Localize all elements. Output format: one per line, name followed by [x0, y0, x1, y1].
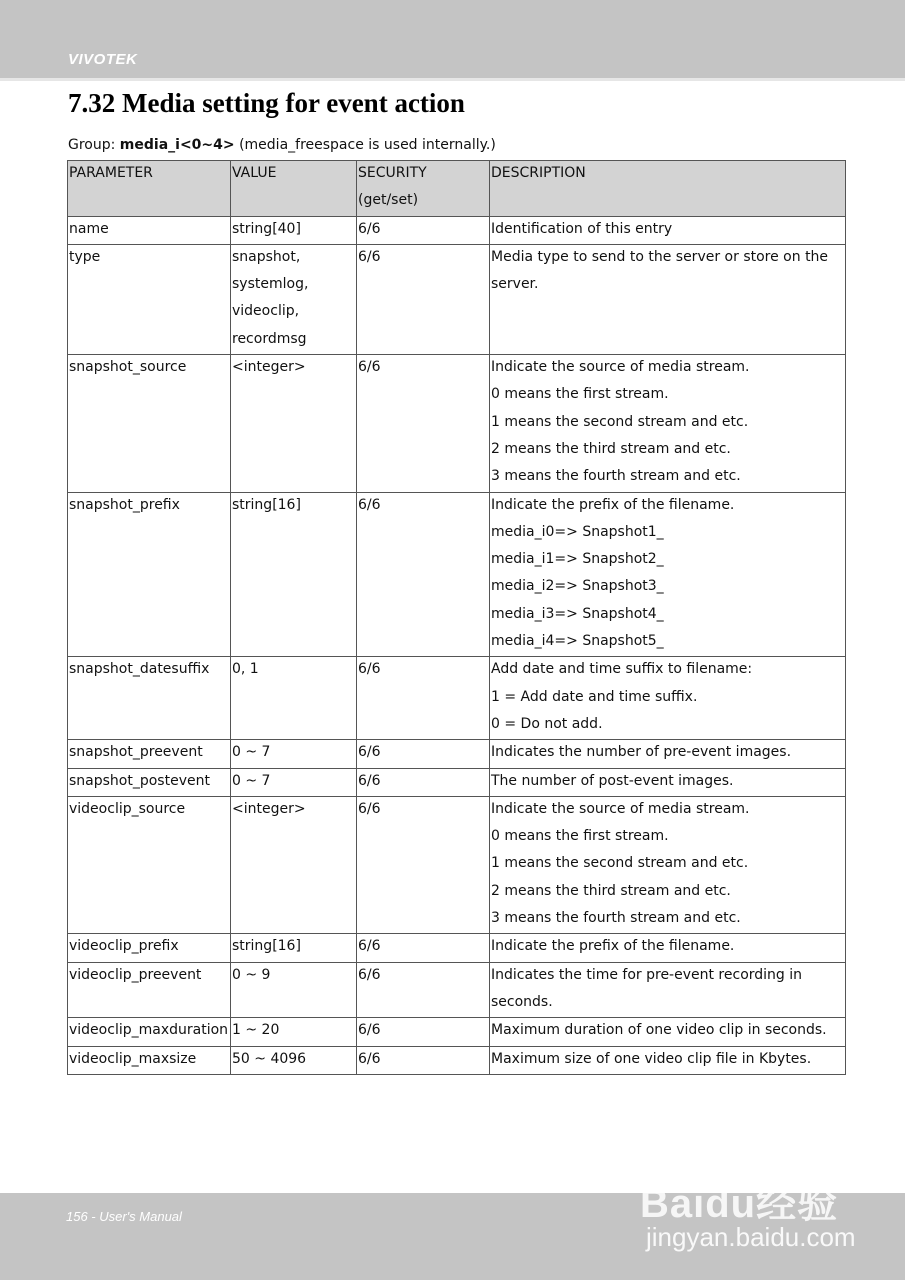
header-description: DESCRIPTION: [490, 161, 846, 217]
value-cell: [231, 492, 357, 657]
value-cell: [231, 355, 357, 492]
value-cell-line: 50 ~ 4096: [232, 1050, 307, 1067]
description-cell-line: Indicate the source of media stream.: [491, 800, 750, 817]
description-cell-line: 0 means the first stream.: [491, 386, 669, 403]
value-cell-line: 0 ~ 7: [232, 772, 271, 789]
parameter-cell: [68, 1046, 231, 1074]
value-cell: [231, 216, 357, 244]
security-cell-text: 6/6: [358, 661, 381, 678]
description-cell: [490, 492, 846, 657]
group-line: [68, 137, 496, 153]
table-row: [68, 657, 846, 740]
security-cell: [357, 768, 490, 796]
group-name: media_i<0~4>: [119, 137, 235, 153]
value-cell-line: 0 ~ 7: [232, 744, 271, 761]
table-row: [68, 796, 846, 933]
value-cell: [231, 657, 357, 740]
header-value: VALUE: [231, 161, 357, 217]
value-cell: [231, 934, 357, 962]
security-cell-text: 6/6: [358, 1022, 381, 1039]
value-cell-line: string[40]: [232, 220, 301, 237]
section-title: 7.32 Media setting for event action: [68, 88, 465, 118]
parameter-cell-text: snapshot_preevent: [69, 744, 203, 761]
parameter-cell: [68, 216, 231, 244]
description-cell-line: 3 means the fourth stream and etc.: [491, 910, 741, 927]
baidu-watermark: [640, 1140, 870, 1270]
description-cell: [490, 1018, 846, 1046]
description-cell-line: The number of post-event images.: [491, 772, 734, 789]
description-cell-line: Maximum duration of one video clip in seconds.: [491, 1022, 827, 1039]
parameter-cell-text: type: [69, 248, 101, 265]
table-row: [68, 1046, 846, 1074]
security-cell-text: 6/6: [358, 938, 381, 955]
value-cell: [231, 244, 357, 354]
parameter-cell: [68, 355, 231, 492]
value-cell: [231, 796, 357, 933]
parameter-cell-text: snapshot_source: [69, 359, 187, 376]
security-cell: [357, 1046, 490, 1074]
description-cell: [490, 796, 846, 933]
parameter-cell: [68, 740, 231, 768]
security-cell: [357, 492, 490, 657]
description-cell-line: Identification of this entry: [491, 220, 673, 237]
security-cell-text: 6/6: [358, 966, 381, 983]
description-cell-line: 2 means the third stream and etc.: [491, 440, 731, 457]
description-cell-line: Add date and time suffix to filename:: [491, 661, 753, 678]
description-cell-line: Maximum size of one video clip file in Kbytes.: [491, 1050, 812, 1067]
table-row: [68, 740, 846, 768]
description-cell-line: 1 means the second stream and etc.: [491, 413, 749, 430]
table-row: [68, 1018, 846, 1046]
watermark-logo-text: Baidu经验: [640, 1182, 839, 1226]
description-cell-line: 0 means the first stream.: [491, 828, 669, 845]
group-prefix: Group:: [68, 137, 120, 153]
table-row: [68, 216, 846, 244]
description-cell-line: Indicates the number of pre-event images.: [491, 744, 792, 761]
value-cell-line: recordmsg: [232, 330, 307, 347]
parameter-cell-text: videoclip_preevent: [69, 966, 202, 983]
table-row: [68, 934, 846, 962]
description-cell: [490, 934, 846, 962]
description-cell-line: Indicate the prefix of the filename.: [491, 496, 735, 513]
parameter-cell: [68, 244, 231, 354]
parameter-cell: [68, 1018, 231, 1046]
security-cell: [357, 934, 490, 962]
brand-label: VIVOTEK: [68, 51, 138, 68]
table-row: [68, 244, 846, 354]
table-body: [68, 216, 846, 1074]
value-cell: [231, 768, 357, 796]
parameter-cell-text: videoclip_source: [69, 800, 186, 817]
parameter-cell: [68, 962, 231, 1018]
parameter-cell: [68, 768, 231, 796]
description-cell-line: media_i3=> Snapshot4_: [491, 605, 664, 622]
security-cell-text: 6/6: [358, 496, 381, 513]
description-cell-line: 2 means the third stream and etc.: [491, 882, 731, 899]
value-cell: [231, 1018, 357, 1046]
security-cell: [357, 740, 490, 768]
description-cell: [490, 768, 846, 796]
description-cell-line: media_i2=> Snapshot3_: [491, 578, 664, 595]
description-cell-line: 0 = Do not add.: [491, 715, 603, 732]
security-cell: [357, 216, 490, 244]
page-number-label: 156 - User's Manual: [66, 1209, 182, 1224]
value-cell: [231, 740, 357, 768]
security-cell-text: 6/6: [358, 359, 381, 376]
header-divider: [0, 78, 905, 81]
value-cell-line: videoclip,: [232, 303, 300, 320]
security-cell: [357, 355, 490, 492]
description-cell: [490, 962, 846, 1018]
description-cell: [490, 740, 846, 768]
value-cell: [231, 962, 357, 1018]
parameter-cell-text: videoclip_maxsize: [69, 1050, 197, 1067]
parameter-cell: [68, 492, 231, 657]
description-cell-line: 3 means the fourth stream and etc.: [491, 468, 741, 485]
parameter-cell-text: name: [69, 220, 109, 237]
description-cell-line: server.: [491, 276, 539, 293]
value-cell-line: snapshot,: [232, 248, 301, 265]
security-cell-text: 6/6: [358, 744, 381, 761]
security-cell-text: 6/6: [358, 220, 381, 237]
value-cell-line: 0 ~ 9: [232, 966, 271, 983]
description-cell-line: Indicate the source of media stream.: [491, 359, 750, 376]
value-cell-line: 1 ~ 20: [232, 1022, 280, 1039]
security-cell: [357, 244, 490, 354]
value-cell-line: systemlog,: [232, 276, 309, 293]
description-cell: [490, 1046, 846, 1074]
parameter-cell: [68, 657, 231, 740]
security-cell-text: 6/6: [358, 772, 381, 789]
parameter-cell-text: snapshot_prefix: [69, 496, 180, 513]
value-cell-line: 0, 1: [232, 661, 259, 678]
description-cell: [490, 216, 846, 244]
security-cell: [357, 962, 490, 1018]
description-cell: [490, 657, 846, 740]
table-row: [68, 768, 846, 796]
description-cell-line: media_i1=> Snapshot2_: [491, 551, 664, 568]
table-row: [68, 492, 846, 657]
parameter-table: [67, 160, 846, 1075]
value-cell-line: string[16]: [232, 938, 301, 955]
table-row: [68, 355, 846, 492]
parameter-cell: [68, 934, 231, 962]
value-cell-line: <integer>: [232, 800, 306, 817]
description-cell-line: Indicates the time for pre-event recording in: [491, 966, 803, 983]
description-cell: [490, 244, 846, 354]
description-cell-line: media_i0=> Snapshot1_: [491, 523, 664, 540]
description-cell-line: Indicate the prefix of the filename.: [491, 938, 735, 955]
value-cell-line: <integer>: [232, 359, 306, 376]
parameter-cell-text: snapshot_postevent: [69, 772, 210, 789]
watermark-url: jingyan.baidu.com: [646, 1222, 856, 1252]
security-cell-text: 6/6: [358, 248, 381, 265]
value-cell-line: string[16]: [232, 496, 301, 513]
parameter-cell-text: videoclip_prefix: [69, 938, 179, 955]
description-cell-line: seconds.: [491, 993, 553, 1010]
header-band: [0, 0, 905, 78]
description-cell-line: 1 = Add date and time suffix.: [491, 688, 698, 705]
security-cell: [357, 1018, 490, 1046]
header-parameter: PARAMETER: [68, 161, 231, 217]
description-cell: [490, 355, 846, 492]
security-cell: [357, 796, 490, 933]
security-cell: [357, 657, 490, 740]
parameter-cell: [68, 796, 231, 933]
parameter-cell-text: videoclip_maxduration: [69, 1022, 229, 1039]
header-security: SECURITY (get/set): [357, 161, 490, 217]
security-cell-text: 6/6: [358, 800, 381, 817]
value-cell: [231, 1046, 357, 1074]
table-row: [68, 962, 846, 1018]
description-cell-line: 1 means the second stream and etc.: [491, 855, 749, 872]
table-header-row: [68, 161, 846, 217]
parameter-cell-text: snapshot_datesuffix: [69, 661, 210, 678]
description-cell-line: Media type to send to the server or store on the: [491, 248, 829, 265]
security-cell-text: 6/6: [358, 1050, 381, 1067]
description-cell-line: media_i4=> Snapshot5_: [491, 633, 664, 650]
group-note: (media_freespace is used internally.): [234, 137, 496, 153]
